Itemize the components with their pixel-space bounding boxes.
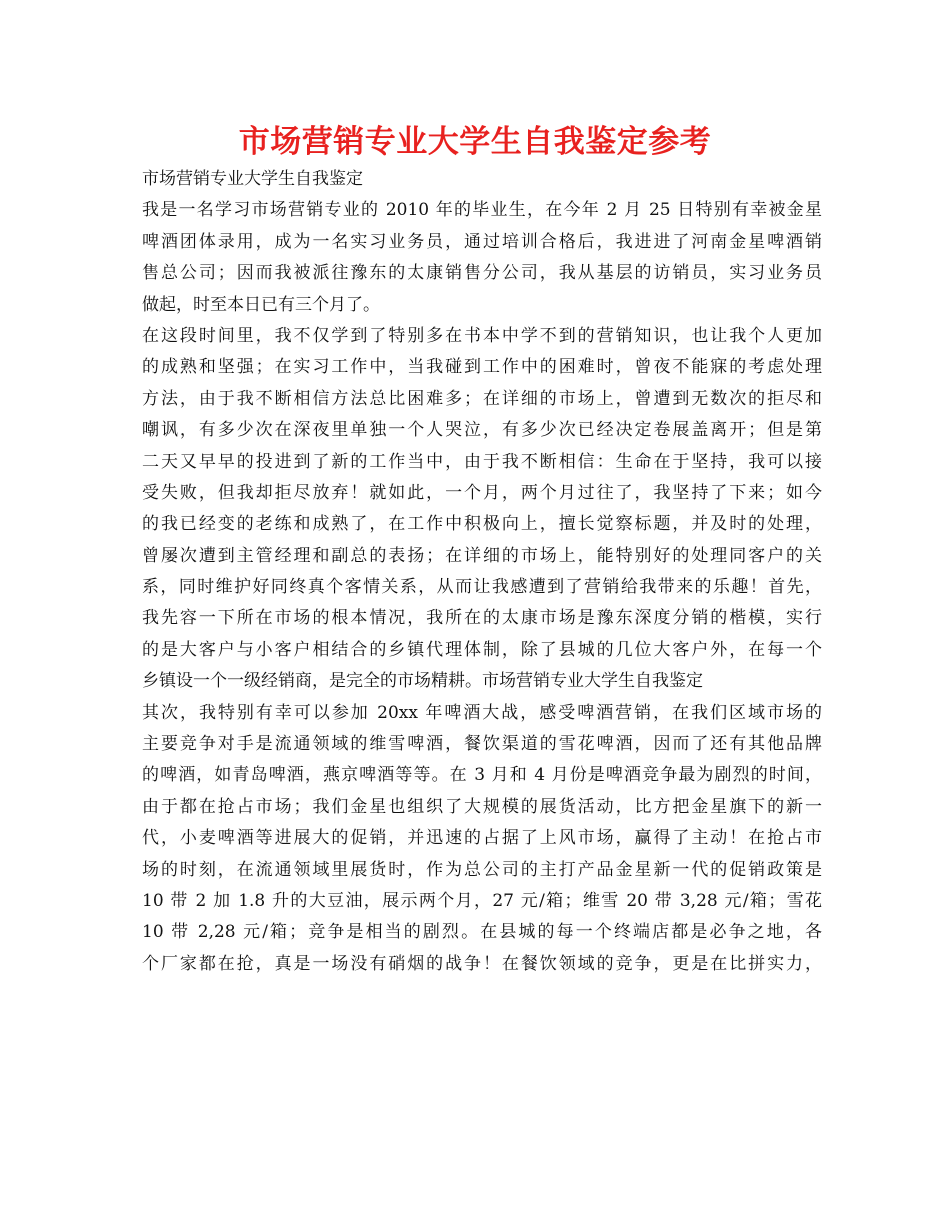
- body-line: 做起，时至本日已有三个月了。: [142, 294, 380, 315]
- body-line: 10 带 2 加 1.8 升的大豆油，展示两个月，27 元/箱；维雪 20 带 3,28 元/箱；雪花: [142, 890, 822, 911]
- body-line: 在这段时间里，我不仅学到了特别多在书本中学不到的营销知识，也让我个人更加: [142, 325, 822, 346]
- body-line: 10 带 2,28 元/箱；竞争是相当的剧烈。在县城的每一个终端店都是必争之地，各: [142, 922, 822, 943]
- body-line: 啤酒团体录用，成为一名实习业务员，通过培训合格后，我进进了河南金星啤酒销: [142, 231, 822, 252]
- body-line: 个厂家都在抢，真是一场没有硝烟的战争！在餐饮领域的竞争，更是在比拼实力，: [142, 953, 822, 974]
- body-line: 受失败，但我却拒尽放弃！就如此，一个月，两个月过往了，我坚持了下来；如今: [142, 482, 822, 503]
- body-line: 的啤酒，如青岛啤酒，燕京啤酒等等。在 3 月和 4 月份是啤酒竞争最为剧烈的时间，: [142, 765, 822, 786]
- body-line: 由于都在抢占市场；我们金星也组织了大规模的展货活动，比方把金星旗下的新一: [142, 796, 822, 817]
- body-line: 主要竞争对手是流通领域的维雪啤酒，餐饮渠道的雪花啤酒，因而了还有其他品牌: [142, 734, 822, 755]
- body-line: 的是大客户与小客户相结合的乡镇代理体制，除了县城的几位大客户外，在每一个: [142, 639, 822, 660]
- document-subtitle: 市场营销专业大学生自我鉴定: [142, 169, 363, 189]
- body-line: 方法，由于我不断相信方法总比困难多；在详细的市场上，曾遭到无数次的拒尽和: [142, 388, 822, 409]
- body-line: 我先容一下所在市场的根本情况，我所在的太康市场是豫东深度分销的楷模，实行: [142, 608, 822, 629]
- body-line: 二天又早早的投进到了新的工作当中，由于我不断相信：生命在于坚持，我可以接: [142, 451, 822, 472]
- body-line: 曾屡次遭到主管经理和副总的表扬；在详细的市场上，能特别好的处理同客户的关: [142, 545, 822, 566]
- body-line: 我是一名学习市场营销专业的 2010 年的毕业生，在今年 2 月 25 日特别有幸被金星: [142, 200, 822, 221]
- body-line: 乡镇设一个一级经销商，是完全的市场精耕。市场营销专业大学生自我鉴定: [142, 671, 703, 692]
- document-body: [142, 164, 822, 980]
- body-line: 场的时刻，在流通领域里展货时，作为总公司的主打产品金星新一代的促销政策是: [142, 859, 822, 880]
- body-line: 嘲讽，有多少次在深夜里单独一个人哭泣，有多少次已经决定卷展盖离开；但是第: [142, 420, 822, 441]
- body-line: 系，同时维护好同终真个客情关系，从而让我感遭到了营销给我带来的乐趣！首先，: [142, 577, 822, 598]
- body-line: 的我已经变的老练和成熟了，在工作中积极向上，擅长觉察标题，并及时的处理，: [142, 514, 822, 535]
- body-line: 的成熟和坚强；在实习工作中，当我碰到工作中的困难时，曾夜不能寐的考虑处理: [142, 357, 822, 378]
- body-line: 代，小麦啤酒等进展大的促销，并迅速的占据了上风市场，赢得了主动！在抢占市: [142, 828, 822, 849]
- document-title: 市场营销专业大学生自我鉴定参考: [238, 124, 712, 160]
- body-line: 其次，我特别有幸可以参加 20xx 年啤酒大战，感受啤酒营销，在我们区域市场的: [142, 702, 822, 723]
- body-line: 售总公司；因而我被派往豫东的太康销售分公司，我从基层的访销员，实习业务员: [142, 263, 822, 284]
